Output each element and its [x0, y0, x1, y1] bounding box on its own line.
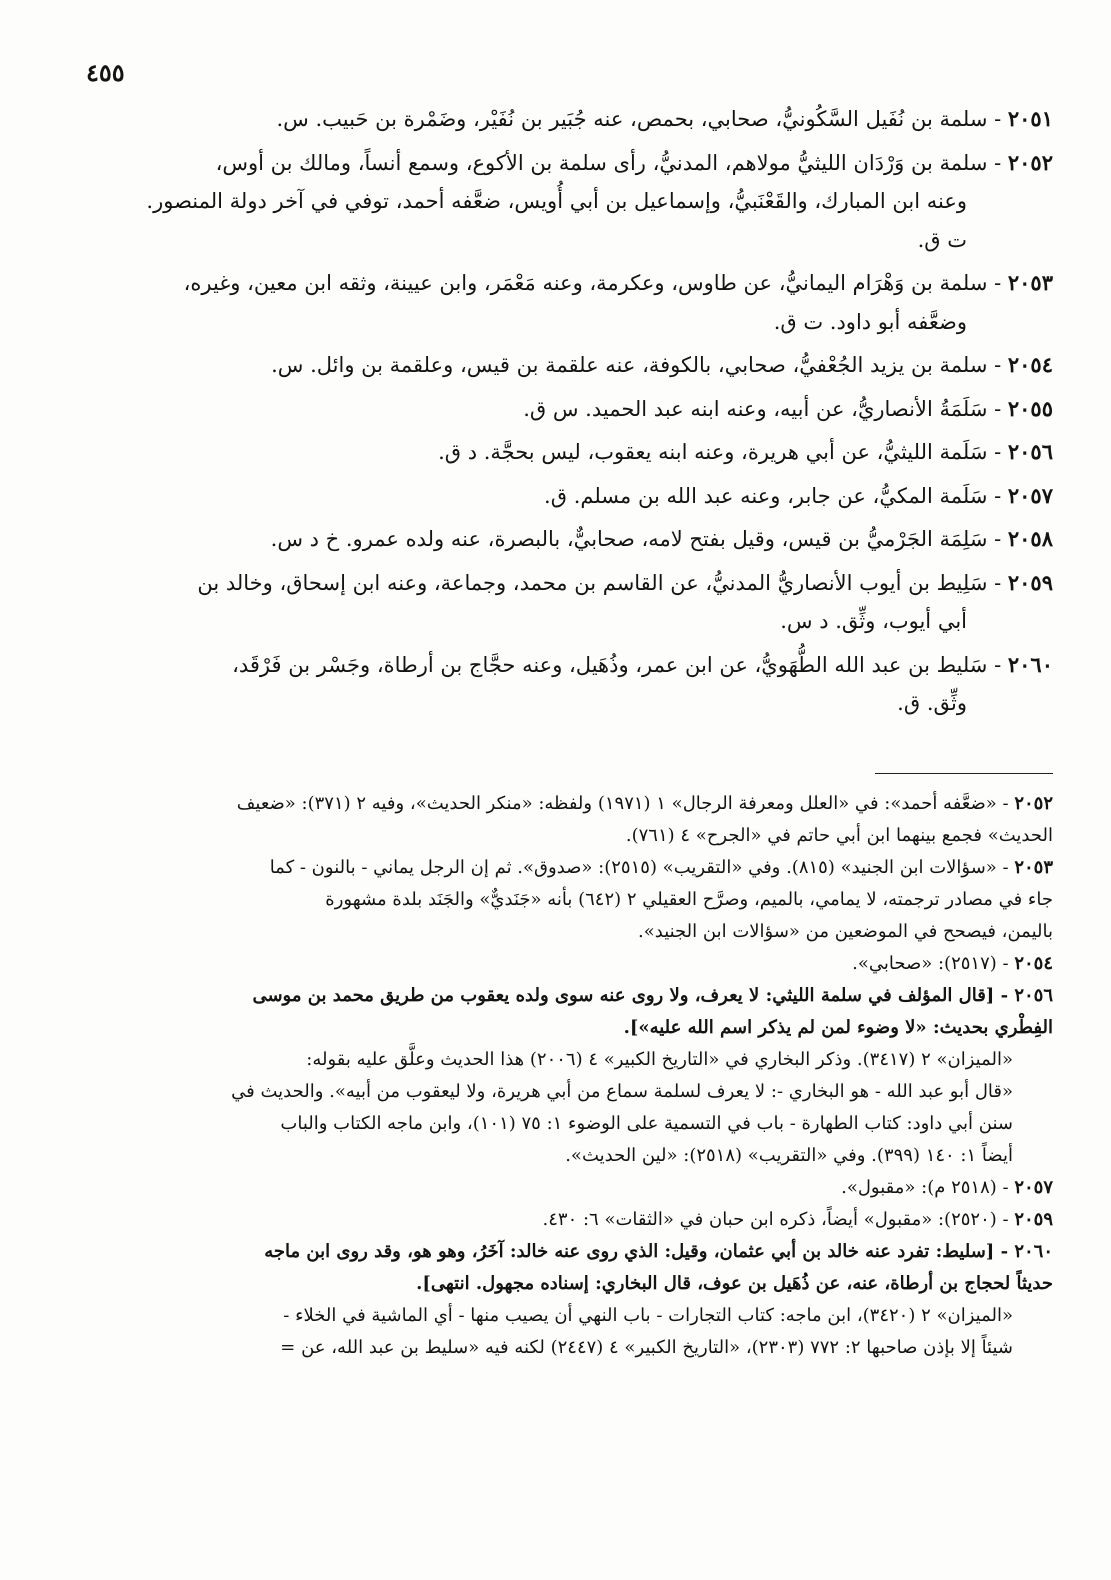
entry-first-line: ٢٠٥١ - سلمة بن نُفَيل السَّكُونيُّ، صحابي، بحمص، عنه جُبَير بن نُفَيْر، وضَمْرة بن حَبيب. س. — [276, 106, 1053, 131]
entry-first-line: ٢٠٥٨ - سَلِمَة الجَرْميُّ بن قيس، وقيل بفتح لامه، صحابيٌّ، بالبصرة، عنه ولده عمرو. خ د س. — [270, 526, 1053, 551]
biography-entry — [53, 520, 1053, 559]
footnote-first-line: ٢٠٦٠ - [سليط: تفرد عنه خالد بن أبي عثمان، وقيل: الذي روى عنه خالد: آخَرُ، وهو هو، وقد روى ابن ماجه — [264, 1241, 1053, 1262]
footnote-first-line: ٢٠٥٣ - «سؤالات ابن الجنيد» (٨١٥). وفي «التقريب» (٢٥١٥): «صدوق». ثم إن الرجل يماني - بالنون - كما — [269, 857, 1053, 878]
entry-number: ٢٠٥٧ — [1007, 482, 1053, 508]
footnote — [51, 852, 1053, 948]
entry-first-line: ٢٠٦٠ - سَليط بن عبد الله الطُّهَويُّ، عن ابن عمر، وذُهَيل، وعنه حجَّاج بن أرطاة، وجَسْر بن فَرْقَد، — [232, 651, 1053, 677]
biography-entry — [53, 477, 1053, 516]
footnote-line: «الميزان» ٢ (٣٤١٧). وذكر البخاري في «التاريخ الكبير» ٤ (٢٠٠٦) هذا الحديث وعلَّق عليه بقوله: — [306, 1049, 1013, 1070]
biography-entry — [53, 564, 1053, 641]
footnote-text: (٢٥١٧): «صحابي». — [852, 953, 997, 974]
footnote-text: «ضعَّفه أحمد»: في «العلل ومعرفة الرجال» ١ (١٩٧١) ولفظه: «منكر الحديث»، وفيه ٢ (٣٧١): «ضعيف — [236, 793, 997, 814]
footnote-line: سنن أبي داود: كتاب الطهارة - باب في التسمية على الوضوء ١: ٧٥ (١٠١)، وابن ماجه الكتاب والباب — [280, 1113, 1013, 1134]
entry-number: ٢٠٥٤ — [1007, 352, 1053, 377]
entry-text: سَلَمَةُ الأنصاريُّ، عن أبيه، وعنه ابنه عبد الحميد. س ق. — [523, 396, 988, 421]
footnote-number: ٢٠٥٣ — [1014, 857, 1053, 878]
footnote-first-line: ٢٠٥٦ - [قال المؤلف في سلمة الليثي: لا يعرف، ولا روى عنه سوى ولده يعقوب من طريق محمد بن موسى — [252, 985, 1053, 1006]
entry-text: سلمة بن وَهْرَام اليمانيُّ، عن طاوس، وعكرمة، وعنه مَعْمَر، وابن عيينة، وثقه ابن معين، وغيره، — [183, 271, 988, 295]
footnote — [51, 1172, 1053, 1204]
footnote-number: ٢٠٦٠ — [1014, 1241, 1053, 1262]
footnote-line: الحديث» فجمع بينهما ابن أبي حاتم في «الجرح» ٤ (٧٦١). — [625, 825, 1053, 846]
entry-text: سَلِيط بن أيوب الأنصاريُّ المدنيُّ، عن القاسم بن محمد، وجماعة، وعنه ابن إسحاق، وخالد بن — [197, 570, 988, 595]
footnote-line: باليمن، فيصحح في الموضعين من «سؤالات ابن الجنيد». — [638, 921, 1053, 942]
entry-first-line: ٢٠٥٩ - سَلِيط بن أيوب الأنصاريُّ المدنيُّ، عن القاسم بن محمد، وجماعة، وعنه ابن إسحاق، وخالد بن — [197, 569, 1053, 595]
main-text — [53, 100, 1053, 728]
footnote-text: [سليط: تفرد عنه خالد بن أبي عثمان، وقيل: الذي روى عنه خالد: آخَرُ، وهو هو، وقد روى ابن ماجه — [264, 1241, 995, 1262]
footnote-first-line: ٢٠٥٤ - (٢٥١٧): «صحابي». — [852, 953, 1053, 974]
footnote-line: «الميزان» ٢ (٣٤٢٠)، ابن ماجه: كتاب التجارات - باب النهي أن يصيب منها - أي الماشية في الخلاء - — [283, 1305, 1013, 1326]
entry-text: سَلِمَة الجَرْميُّ بن قيس، وقيل بفتح لامه، صحابيٌّ، بالبصرة، عنه ولده عمرو. خ د س. — [270, 527, 988, 551]
entry-number: ٢٠٥٦ — [1007, 439, 1053, 464]
entry-number: ٢٠٥٢ — [1007, 149, 1053, 175]
entry-text: سَليط بن عبد الله الطُّهَويُّ، عن ابن عمر، وذُهَيل، وعنه حجَّاج بن أرطاة، وجَسْر بن فَرْقَد، — [232, 652, 988, 677]
footnote-line: الفِطْري بحديث: «لا وضوء لمن لم يذكر اسم الله عليه»]. — [623, 1017, 1053, 1038]
biography-entry — [53, 144, 1053, 260]
footnote — [51, 980, 1053, 1044]
entry-number: ٢٠٥٣ — [1007, 270, 1053, 295]
footnote — [51, 1236, 1053, 1300]
entry-first-line: ٢٠٥٣ - سلمة بن وَهْرَام اليمانيُّ، عن طاوس، وعكرمة، وعنه مَعْمَر، وابن عيينة، وثقه ابن معين، وغيره، — [183, 270, 1053, 295]
footnote-line: «قال أبو عبد الله - هو البخاري -: لا يعرف لسلمة سماع من أبي هريرة، ولا ليعقوب من أبيه». والحديث في — [231, 1081, 1013, 1102]
footnote-first-line: ٢٠٥٩ - (٢٥٢٠): «مقبول» أيضاً، ذكره ابن حبان في «الثقات» ٦: ٤٣٠. — [542, 1209, 1053, 1230]
biography-entry — [53, 346, 1053, 385]
entry-first-line: ٢٠٥٥ - سَلَمَةُ الأنصاريُّ، عن أبيه، وعنه ابنه عبد الحميد. س ق. — [523, 395, 1053, 421]
footnote-first-line: ٢٠٥٢ - «ضعَّفه أحمد»: في «العلل ومعرفة الرجال» ١ (١٩٧١) ولفظه: «منكر الحديث»، وفيه ٢ (٣٧١): «ضعيف — [236, 793, 1053, 814]
footnote — [51, 788, 1053, 852]
biography-entry — [53, 390, 1053, 429]
footnote-first-line: ٢٠٥٧ - (٢٥١٨ م): «مقبول». — [841, 1177, 1053, 1198]
footnote — [51, 948, 1053, 980]
footnote-line: شيئاً إلا بإذن صاحبها ٢: ٧٧٢ (٢٣٠٣)، «التاريخ الكبير» ٤ (٢٤٤٧) لكنه فيه «سليط بن عبد الله، عن = — [280, 1337, 1013, 1358]
entry-number: ٢٠٦٠ — [1007, 651, 1053, 677]
footnote — [51, 1300, 1053, 1364]
biography-entry — [53, 433, 1053, 472]
entry-text: سَلَمة الليثيُّ، عن أبي هريرة، وعنه ابنه يعقوب، ليس بحجَّة. د ق. — [438, 440, 988, 464]
entry-first-line: ٢٠٥٧ - سَلَمة المكيُّ، عن جابر، وعنه عبد الله بن مسلم. ق. — [544, 482, 1053, 508]
footnote-number: ٢٠٥٧ — [1014, 1177, 1053, 1198]
entry-text: سلمة بن نُفَيل السَّكُونيُّ، صحابي، بحمص، عنه جُبَير بن نُفَيْر، وضَمْرة بن حَبيب. س. — [276, 107, 988, 131]
footnote-line: جاء في مصادر ترجمته، لا يمامي، بالميم، وصرَّح العقيلي ٢ (٦٤٢) بأنه «جَنَديٌّ» والجَنَد بلدة مشهورة — [325, 889, 1053, 910]
entry-text: سلمة بن يزيد الجُعْفيُّ، صحابي، بالكوفة، عنه علقمة بن قيس، وعلقمة بن وائل. س. — [271, 353, 988, 377]
biography-entry — [53, 646, 1053, 723]
footnote-number: ٢٠٥٢ — [1014, 793, 1053, 814]
footnote-text: «سؤالات ابن الجنيد» (٨١٥). وفي «التقريب» (٢٥١٥): «صدوق». ثم إن الرجل يماني - بالنون - كما — [269, 857, 997, 878]
footnote — [51, 1204, 1053, 1236]
biography-entry — [53, 264, 1053, 341]
footnote-number: ٢٠٥٩ — [1014, 1209, 1053, 1230]
entry-continuation: أبي أيوب، وثِّق. د س. — [780, 609, 967, 633]
biography-entry — [53, 100, 1053, 139]
page-number: ٤٥٥ — [86, 58, 125, 87]
entry-number: ٢٠٥٨ — [1007, 526, 1053, 551]
footnotes — [51, 788, 1053, 1364]
entry-number: ٢٠٥٥ — [1007, 395, 1053, 421]
entry-number: ٢٠٥٩ — [1007, 569, 1053, 595]
entry-first-line: ٢٠٥٦ - سَلَمة الليثيُّ، عن أبي هريرة، وعنه ابنه يعقوب، ليس بحجَّة. د ق. — [438, 439, 1053, 464]
footnote-line: حديثاً لحجاج بن أرطاة، عنه، عن ذُهَيل بن عوف، قال البخاري: إسناده مجهول. انتهى]. — [416, 1273, 1053, 1294]
entry-first-line: ٢٠٥٢ - سلمة بن وَرْدَان الليثيُّ مولاهم، المدنيُّ، رأى سلمة بن الأكوع، وسمع أنساً، ومالك بن أوس، — [215, 149, 1053, 175]
footnote-number: ٢٠٥٤ — [1014, 953, 1053, 974]
entry-continuation: وثِّق. ق. — [897, 691, 967, 715]
entry-number: ٢٠٥١ — [1007, 106, 1053, 131]
footnote-number: ٢٠٥٦ — [1014, 985, 1053, 1006]
entry-text: سَلَمة المكيُّ، عن جابر، وعنه عبد الله بن مسلم. ق. — [544, 483, 988, 508]
footnote-divider — [875, 773, 1053, 774]
entry-first-line: ٢٠٥٤ - سلمة بن يزيد الجُعْفيُّ، صحابي، بالكوفة، عنه علقمة بن قيس، وعلقمة بن وائل. س. — [271, 352, 1053, 377]
footnote-text: (٢٥٢٠): «مقبول» أيضاً، ذكره ابن حبان في «الثقات» ٦: ٤٣٠. — [542, 1209, 997, 1230]
entry-continuation: وعنه ابن المبارك، والقَعْنَبيُّ، وإسماعيل بن أبي أُويس، ضعَّفه أحمد، توفي في آخر دولة المنصور. — [146, 189, 967, 213]
footnote-text: (٢٥١٨ م): «مقبول». — [841, 1177, 997, 1198]
entry-continuation: وضعَّفه أبو داود. ت ق. — [773, 309, 967, 334]
footnote-line: أيضاً ١: ١٤٠ (٣٩٩). وفي «التقريب» (٢٥١٨): «لين الحديث». — [565, 1145, 1013, 1166]
entry-text: سلمة بن وَرْدَان الليثيُّ مولاهم، المدنيُّ، رأى سلمة بن الأكوع، وسمع أنساً، ومالك بن أوس، — [215, 150, 988, 175]
footnote-text: [قال المؤلف في سلمة الليثي: لا يعرف، ولا روى عنه سوى ولده يعقوب من طريق محمد بن موسى — [252, 985, 995, 1006]
entry-continuation: ت ق. — [917, 227, 967, 252]
footnote — [51, 1044, 1053, 1172]
